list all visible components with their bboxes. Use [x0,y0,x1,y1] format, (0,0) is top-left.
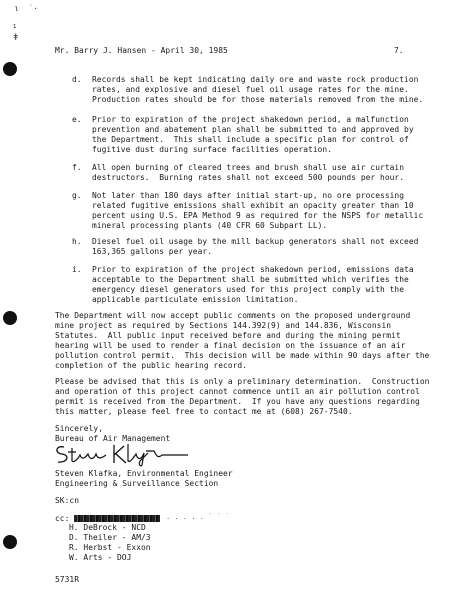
item-line: mineral processing plants (40 CFR 60 Subpart LL). [92,221,328,230]
binder-hole [3,311,17,325]
scan-marks: ǂ [13,33,19,43]
scan-marks: ι ˙· [14,4,39,13]
cc-recipient: R. Herbst - Exxon [69,543,151,552]
paragraph-line: hearing will be used to render a final decision on the issuance of an air [55,341,406,350]
item-line: related fugitive emissions shall exhibit an opacity greater than 10 [92,201,414,210]
scan-marks: ¹ [12,24,18,34]
item-line: 163,365 gallons per year. [92,247,213,256]
item-line: emergency diesel generators used for this project comply with the [92,285,405,294]
item-line: Production rates should be for those materials removed from the mine. [92,95,424,104]
salutation: Sincerely, [55,424,104,433]
paragraph-line: Please be advised that this is only a preliminary determination. Construction [55,377,430,386]
item-line: acceptable to the Department shall be submitted which verifies the [92,275,409,284]
item-line: Prior to expiration of the project shakedown period, a malfunction [92,115,409,124]
item-line: All open burning of cleared trees and brush shall use air curtain [92,163,405,172]
item-letter: e. [72,115,82,124]
cc-recipient: H. DeBrock - NCD [69,523,146,532]
paragraph-line: completion of the public hearing record. [55,361,248,370]
paragraph-line: permit is received from the Department. If you have any questions regarding [55,397,420,406]
signer-section: Engineering & Surveillance Section [55,479,219,488]
item-letter: g. [72,191,82,200]
item-line: Diesel fuel oil usage by the mill backup generators shall not exceed [92,237,419,246]
binder-hole [3,535,17,549]
item-letter: h. [72,237,82,246]
item-letter: f. [72,163,82,172]
item-line: Not later than 180 days after initial start-up, no ore processing [92,191,405,200]
cc-recipient: W. Arts - DOJ [69,553,132,562]
handwritten-signature [52,441,192,467]
scan-dots: . . . . . ˙ ˙ ˙ [166,513,230,521]
item-line: fugitive dust during surface facilities operation. [92,145,333,154]
paragraph-line: mine project as required by Sections 144.392(9) and 144.836, Wisconsin [55,321,392,330]
redaction-bar [74,515,160,522]
page-number: 7. [394,46,404,55]
item-line: applicable particulate emission limitation. [92,295,299,304]
cc-recipient: D. Theiler - AM/3 [69,533,151,542]
item-line: percent using U.S. EPA Method 9 as required for the NSPS for metallic [92,211,424,220]
paragraph-line: this matter, please feel free to contact me at (608) 267-7540. [55,407,353,416]
addressee-date: Mr. Barry J. Hansen - April 30, 1985 [55,46,228,55]
item-line: Records shall be kept indicating daily ore and waste rock production [92,75,419,84]
signer-name: Steven Klafka, Environmental Engineer [55,469,233,478]
item-line: destructors. Burning rates shall not exceed 500 pounds per hour. [92,173,405,182]
paragraph-line: The Department will now accept public comments on the proposed underground [55,311,411,320]
cc-label: cc: [55,514,70,523]
item-line: Prior to expiration of the project shakedown period, emissions data [92,265,414,274]
item-line: the Department. This shall include a specific plan for control of [92,135,409,144]
paragraph-line: and operation of this project cannot commence until an air pollution control [55,387,420,396]
item-letter: d. [72,75,82,84]
typist-initials: SK:cn [55,496,80,505]
bureau-name: Bureau of Air Management [55,434,171,443]
item-letter: i. [72,265,82,274]
binder-hole [3,62,17,76]
footer-code: 5731R [55,575,80,584]
item-line: rates, and explosive and diesel fuel oil usage rates for the mine. [92,85,409,94]
paragraph-line: Statutes. All public input received before and during the mining permit [55,331,401,340]
paragraph-line: pollution control permit. This decision will be made within 90 days after the [55,351,430,360]
item-line: prevention and abatement plan shall be submitted to and approved by [92,125,414,134]
